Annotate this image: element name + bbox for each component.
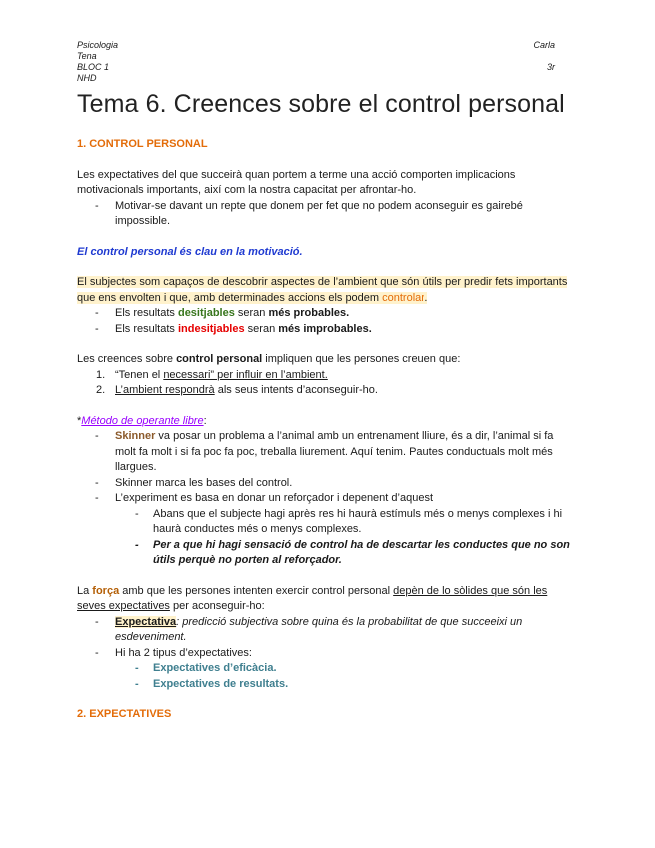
list-item bbox=[77, 368, 577, 384]
paragraph: Les expectatives del que succeirà quan portem a terme una acció comporten implicacions motivacionals importants, així com la nostra capacitat per afrontar-ho. bbox=[77, 168, 516, 196]
section-heading: 2. EXPECTATIVES bbox=[77, 708, 172, 720]
sub-bullet-list bbox=[77, 661, 577, 692]
text: amb que les persones intenten exercir control personal bbox=[119, 584, 394, 597]
highlighted-text: El subjectes som capaços de descobrir aspectes de l’ambient que són útils per predir fets importants que ens envolten i que, amb determinades accions els podem bbox=[77, 276, 568, 304]
list-item: - Motivar-se davant un repte que donem per fet que no podem aconseguir es gairebé impossible. bbox=[77, 199, 577, 230]
punctuation: . bbox=[424, 291, 428, 304]
text: als seus intents d’aconseguir-ho. bbox=[214, 384, 378, 396]
underlined-text: necessari” per influir en l’ambient. bbox=[163, 368, 328, 381]
header-author: Carla bbox=[533, 40, 555, 50]
section-heading: 1. CONTROL PERSONAL bbox=[77, 138, 208, 150]
list-item: - Expectatives d’eficàcia. bbox=[77, 661, 577, 677]
method-link[interactable]: Método de operante libre bbox=[81, 414, 204, 427]
keyword-desirable: desitjables bbox=[177, 307, 235, 319]
header-right bbox=[533, 40, 555, 73]
bold-text: control personal bbox=[176, 353, 263, 365]
underlined-text: depèn de lo sòlides que són les seves expectatives bbox=[77, 584, 548, 612]
list-item: - Per a que hi hagi sensació de control ha de descartar les conductes que no son útils perquè no porten al reforçador. bbox=[77, 538, 577, 569]
bold-text: més probables. bbox=[268, 307, 350, 319]
text: seran bbox=[244, 322, 279, 335]
bullet-list bbox=[77, 199, 577, 230]
paragraph bbox=[77, 584, 577, 615]
keyword-undesirable: indesitjables bbox=[177, 322, 245, 335]
asterisk: * bbox=[77, 414, 82, 427]
text: Els resultats bbox=[115, 307, 178, 319]
list-item: - Skinner marca les bases del control. bbox=[77, 476, 577, 492]
list-number: 1. bbox=[96, 368, 106, 381]
highlighted-keyword: controlar bbox=[382, 291, 425, 304]
bold-text: més improbables. bbox=[278, 322, 372, 335]
underlined-text: L’ambient respondrà bbox=[115, 384, 215, 396]
document-body bbox=[77, 137, 577, 723]
header-teacher: Tena bbox=[77, 51, 97, 61]
definition-text: : predicció subjectiva sobre quina és la probabilitat de que succeeixi un esdeveniment. bbox=[115, 615, 523, 643]
list-item bbox=[77, 615, 577, 646]
list-item bbox=[77, 306, 577, 322]
text: Hi ha 2 tipus d’expectatives: bbox=[115, 646, 252, 659]
bullet-list bbox=[77, 429, 577, 569]
header-course: 3r bbox=[546, 62, 555, 72]
punctuation: : bbox=[203, 414, 207, 427]
text: impliquen que les persones creuen que: bbox=[262, 353, 461, 365]
list-item bbox=[77, 429, 577, 476]
text: “Tenen el bbox=[115, 368, 164, 381]
list-item bbox=[77, 646, 577, 693]
sub-bullet-list bbox=[77, 507, 577, 569]
header-subject: Psicologia bbox=[77, 40, 119, 50]
page-title: Tema 6. Creences sobre el control personal bbox=[77, 90, 565, 118]
text: Els resultats bbox=[115, 322, 178, 335]
list-item: - Abans que el subjecte hagi après res hi haurà estímuls més o menys complexes i hi haurà conductes més o menys complexes. bbox=[77, 507, 577, 538]
text: seran bbox=[234, 307, 269, 319]
text: va posar un problema a l’animal amb un entrenament lliure, és a dir, l’animal si fa molt fa molt i si fa poc fa poc, treballa liurement. Aquí tenim. Pautes conductuals molt més llargues. bbox=[115, 430, 554, 473]
list-item bbox=[77, 491, 577, 569]
paragraph bbox=[77, 414, 577, 430]
text: La bbox=[77, 584, 93, 597]
key-statement: El control personal és clau en la motivació. bbox=[77, 245, 303, 258]
numbered-list bbox=[77, 368, 577, 399]
list-item: - Expectatives de resultats. bbox=[77, 677, 577, 693]
header-code: NHD bbox=[77, 73, 97, 83]
highlighted-name: Skinner bbox=[115, 430, 156, 442]
bullet-list bbox=[77, 306, 577, 337]
list-item bbox=[77, 322, 577, 338]
list-item bbox=[77, 383, 577, 399]
header-left bbox=[77, 40, 118, 84]
bullet-list bbox=[77, 615, 577, 693]
text: Les creences sobre bbox=[77, 353, 177, 365]
paragraph bbox=[77, 275, 577, 306]
text: per aconseguir-ho: bbox=[169, 600, 265, 612]
definition-term: Expectativa bbox=[115, 615, 177, 628]
paragraph bbox=[77, 352, 577, 368]
list-number: 2. bbox=[96, 384, 106, 396]
header-block: BLOC 1 bbox=[77, 62, 110, 72]
text: L’experiment es basa en donar un reforçador i depenent d’aquest bbox=[115, 492, 433, 504]
keyword: força bbox=[92, 584, 120, 597]
